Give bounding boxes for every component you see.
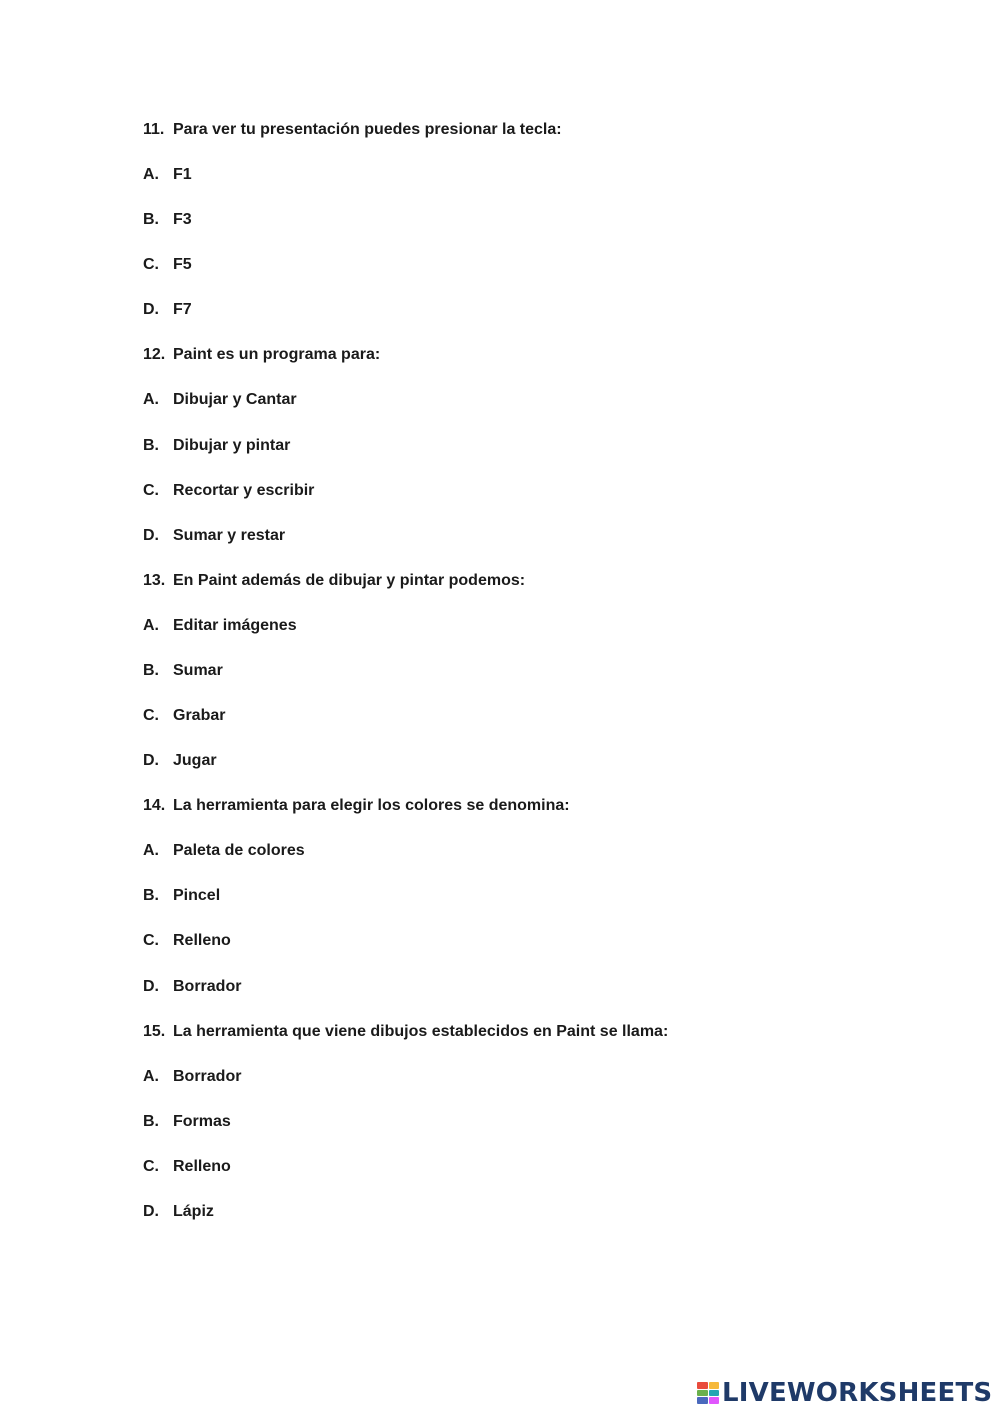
- option-text: Sumar y restar: [173, 527, 286, 544]
- option-letter: D.: [143, 978, 159, 995]
- option-text: Recortar y escribir: [173, 482, 315, 499]
- question-15: [143, 1020, 668, 1044]
- option-letter: C.: [143, 1158, 159, 1175]
- option-13-c[interactable]: [143, 704, 225, 728]
- option-text: Relleno: [173, 932, 231, 949]
- option-letter: C.: [143, 256, 159, 273]
- question-text: Para ver tu presentación puedes presionar la tecla:: [173, 121, 562, 138]
- option-letter: D.: [143, 1203, 159, 1220]
- option-15-c[interactable]: [143, 1155, 231, 1179]
- option-15-a[interactable]: [143, 1065, 241, 1089]
- option-11-b[interactable]: [143, 208, 192, 232]
- option-letter: D.: [143, 301, 159, 318]
- option-text: Sumar: [173, 662, 223, 679]
- option-13-a[interactable]: [143, 614, 297, 638]
- question-12: [143, 343, 380, 367]
- question-number: 14.: [143, 797, 166, 814]
- option-14-c[interactable]: [143, 929, 231, 953]
- option-12-a[interactable]: [143, 388, 297, 412]
- option-letter: D.: [143, 527, 159, 544]
- option-text: F5: [173, 256, 192, 273]
- option-text: Relleno: [173, 1158, 231, 1175]
- question-number: 15.: [143, 1023, 166, 1040]
- question-text: Paint es un programa para:: [173, 346, 381, 363]
- option-11-d[interactable]: [143, 298, 192, 322]
- option-text: Grabar: [173, 707, 226, 724]
- option-text: Pincel: [173, 887, 221, 904]
- option-letter: A.: [143, 842, 159, 859]
- option-text: Editar imágenes: [173, 617, 297, 634]
- option-12-c[interactable]: [143, 479, 314, 503]
- option-text: Formas: [173, 1113, 231, 1130]
- question-14: [143, 794, 570, 818]
- option-15-d[interactable]: [143, 1200, 214, 1224]
- option-text: Borrador: [173, 978, 242, 995]
- option-text: F3: [173, 211, 192, 228]
- option-letter: B.: [143, 211, 159, 228]
- question-11: [143, 118, 562, 142]
- option-text: Borrador: [173, 1068, 242, 1085]
- option-text: Paleta de colores: [173, 842, 305, 859]
- option-text: Dibujar y pintar: [173, 437, 291, 454]
- option-letter: B.: [143, 437, 159, 454]
- option-15-b[interactable]: [143, 1110, 231, 1134]
- option-12-b[interactable]: [143, 434, 290, 458]
- option-text: Jugar: [173, 752, 217, 769]
- option-letter: B.: [143, 1113, 159, 1130]
- option-14-d[interactable]: [143, 975, 241, 999]
- option-letter: A.: [143, 1068, 159, 1085]
- option-text: Dibujar y Cantar: [173, 391, 297, 408]
- option-11-c[interactable]: [143, 253, 192, 277]
- option-letter: A.: [143, 166, 159, 183]
- option-letter: C.: [143, 707, 159, 724]
- option-text: F7: [173, 301, 192, 318]
- option-14-a[interactable]: [143, 839, 305, 863]
- question-text: La herramienta que viene dibujos establecidos en Paint se llama:: [173, 1023, 669, 1040]
- question-number: 11.: [143, 121, 165, 138]
- option-letter: A.: [143, 391, 159, 408]
- option-14-b[interactable]: [143, 884, 220, 908]
- option-text: F1: [173, 166, 192, 183]
- question-13: [143, 569, 525, 593]
- option-13-d[interactable]: [143, 749, 217, 773]
- logo-text: LIVEWORKSHEETS: [722, 1378, 993, 1408]
- liveworksheets-logo-icon: [697, 1382, 719, 1404]
- option-11-a[interactable]: [143, 163, 192, 187]
- option-letter: A.: [143, 617, 159, 634]
- option-12-d[interactable]: [143, 524, 285, 548]
- liveworksheets-logo[interactable]: [697, 1377, 992, 1409]
- option-letter: B.: [143, 662, 159, 679]
- question-number: 13.: [143, 572, 166, 589]
- option-letter: D.: [143, 752, 159, 769]
- question-number: 12.: [143, 346, 166, 363]
- question-text: La herramienta para elegir los colores se denomina:: [173, 797, 570, 814]
- question-text: En Paint además de dibujar y pintar podemos:: [173, 572, 526, 589]
- option-letter: C.: [143, 482, 159, 499]
- option-letter: C.: [143, 932, 159, 949]
- option-13-b[interactable]: [143, 659, 223, 683]
- option-text: Lápiz: [173, 1203, 214, 1220]
- option-letter: B.: [143, 887, 159, 904]
